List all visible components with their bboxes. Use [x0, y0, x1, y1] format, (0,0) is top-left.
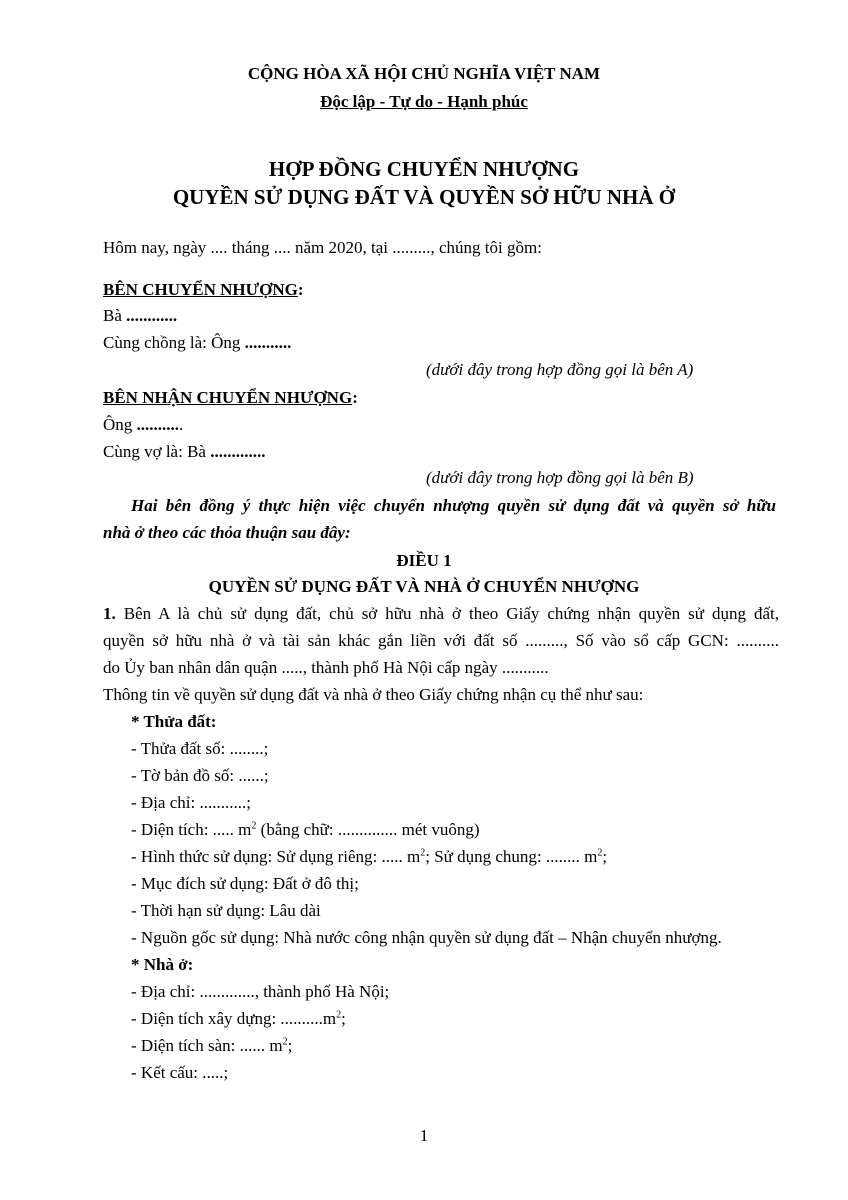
party-a-line1: [103, 305, 177, 327]
party-a-line2: [103, 332, 291, 354]
party-b-line1: [103, 414, 183, 436]
land-heading: * Thửa đất:: [131, 712, 217, 731]
motto: Độc lập - Tự do - Hạnh phúc: [320, 92, 528, 111]
party-b-heading: [103, 387, 358, 409]
party-a-line2-value: ...........: [244, 333, 292, 352]
article1-p1-line1: [103, 603, 779, 625]
land-area: [131, 819, 480, 841]
party-b-line1-value: ..........: [136, 415, 180, 434]
land-origin: - Nguồn gốc sử dụng: Nhà nước công nhận quyền sử dụng đất – Nhận chuyển nhượng.: [131, 928, 722, 947]
party-b-heading-text: BÊN NHẬN CHUYỂN NHƯỢNG: [103, 388, 353, 407]
party-b-line2: [103, 441, 265, 463]
house-floor-sup: 2: [282, 1036, 288, 1048]
party-a-note: (dưới đây trong hợp đồng gọi là bên A): [426, 360, 694, 379]
house-build-a: - Diện tích xây dựng: ..........m: [131, 1009, 337, 1028]
nation-header: CỘNG HÒA XÃ HỘI CHỦ NGHĨA VIỆT NAM: [247, 64, 601, 83]
house-heading: * Nhà ở:: [131, 955, 194, 974]
article1-title: QUYỀN SỬ DỤNG ĐẤT VÀ NHÀ Ở CHUYỂN NHƯỢNG: [208, 577, 640, 596]
article1-p1-line2: quyền sở hữu nhà ở và tài sản khác gắn liền với đất số ........., Số vào sổ cấp GCN: ..........: [103, 631, 779, 650]
article1-p1-number: 1.: [103, 604, 116, 623]
party-b-line2-value: .............: [210, 442, 266, 461]
party-b-note: (dưới đây trong hợp đồng gọi là bên B): [426, 468, 694, 487]
party-a-heading: [103, 279, 304, 301]
article1-number: ĐIỀU 1: [396, 551, 452, 570]
land-address: - Địa chỉ: ...........;: [131, 793, 251, 812]
land-area-b: (bằng chữ: .............. mét vuông): [256, 820, 480, 839]
party-b-line1-label: Ông: [103, 415, 137, 434]
agreement-line2: nhà ở theo các thỏa thuận sau đây:: [103, 523, 351, 542]
contract-title-line2: QUYỀN SỬ DỤNG ĐẤT VÀ QUYỀN SỞ HỮU NHÀ Ở: [172, 185, 676, 209]
land-area-sup: 2: [251, 820, 257, 832]
party-a-line2-label: Cùng chồng là: Ông: [103, 333, 245, 352]
party-b-heading-colon: :: [352, 388, 358, 407]
land-form-b: ; Sử dụng chung: ........ m: [425, 847, 598, 866]
intro-line: Hôm nay, ngày .... tháng .... năm 2020, tại ........., chúng tôi gồm:: [103, 238, 542, 257]
party-a-heading-colon: :: [297, 280, 304, 299]
contract-title-line1: HỢP ĐỒNG CHUYỂN NHƯỢNG: [268, 157, 580, 181]
house-floor-b: ;: [287, 1036, 293, 1055]
land-purpose: - Mục đích sử dụng: Đất ở đô thị;: [131, 874, 359, 893]
land-area-a: - Diện tích: ..... m: [131, 820, 252, 839]
land-form-sup2: 2: [597, 847, 603, 859]
article1-p1-line1-text: Bên A là chủ sử dụng đất, chủ sở hữu nhà ở theo Giấy chứng nhận quyền sử dụng đất,: [115, 604, 779, 623]
land-term: - Thời hạn sử dụng: Lâu dài: [131, 901, 321, 920]
page-number: 1: [419, 1126, 429, 1145]
article1-p1-line3: do Ủy ban nhân dân quận ....., thành phố Hà Nội cấp ngày ...........: [103, 658, 549, 677]
party-a-heading-text: BÊN CHUYỂN NHƯỢNG: [103, 280, 298, 299]
land-form-c: ;: [602, 847, 608, 866]
article1-info: Thông tin về quyền sử dụng đất và nhà ở theo Giấy chứng nhận cụ thể như sau:: [103, 685, 644, 704]
house-build-b: ;: [341, 1009, 346, 1028]
agreement-line1: Hai bên đồng ý thực hiện việc chuyển nhượng quyền sử dụng đất và quyền sở hữu: [131, 496, 776, 515]
house-structure: - Kết cấu: .....;: [131, 1063, 229, 1082]
land-form: [131, 846, 607, 868]
house-floor-a: - Diện tích sàn: ...... m: [131, 1036, 283, 1055]
land-map: - Tờ bản đồ số: ......;: [131, 766, 269, 785]
party-b-line1-tail: .: [179, 415, 184, 434]
land-form-sup1: 2: [420, 847, 426, 859]
party-a-line1-value: ............: [126, 306, 178, 325]
land-form-a: - Hình thức sử dụng: Sử dụng riêng: ..... m: [131, 847, 421, 866]
land-plot: - Thửa đất số: ........;: [131, 739, 269, 758]
house-address: - Địa chỉ: ............., thành phố Hà Nội;: [131, 982, 390, 1001]
house-floor-area: [131, 1035, 292, 1057]
party-a-line1-label: Bà: [103, 306, 127, 325]
house-build-sup: 2: [336, 1009, 342, 1021]
party-b-line2-label: Cùng vợ là: Bà: [103, 442, 211, 461]
house-build-area: [131, 1008, 346, 1030]
